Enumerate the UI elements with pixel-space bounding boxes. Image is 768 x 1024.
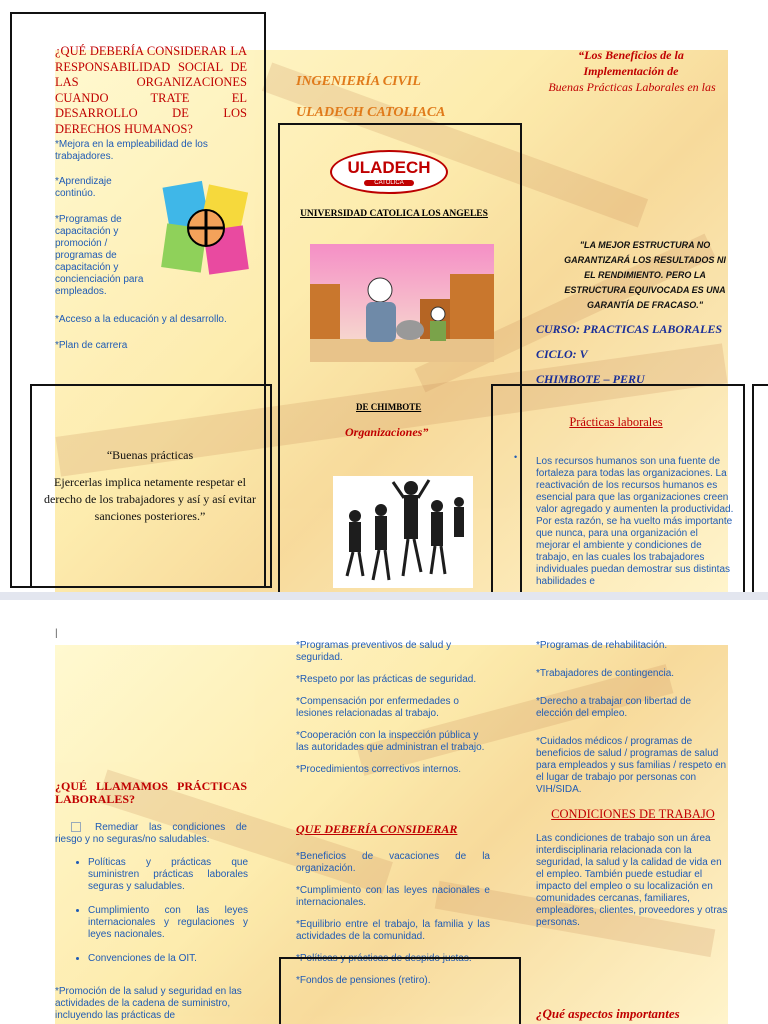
hands-clipart — [158, 178, 254, 278]
rights-item: *Aprendizaje continúo. — [55, 176, 112, 199]
bullet-marker: • — [514, 452, 518, 462]
middle-items-a — [296, 640, 490, 786]
cover-title-line1: “Los Beneficios de la — [578, 48, 684, 62]
right-item: *Trabajadores de contingencia. — [536, 668, 675, 679]
practicas-title: Prácticas laborales — [569, 415, 663, 429]
text-cursor: | — [55, 628, 58, 639]
middle-item: *Políticas y prácticas de despido justas. — [296, 953, 472, 964]
page-separator — [0, 592, 768, 600]
middle-item: *Beneficios de vacaciones de la organización. — [296, 851, 490, 874]
rights-question: ¿QUÉ DEBERÍA CONSIDERAR LA RESPONSABILIDAD SOCIAL DE LAS ORGANIZACIONES CUANDO TRATE EL DESARROLLO DE LOS DERECHOS HUMANOS? — [55, 44, 247, 136]
promotion-item: *Promoción de la salud y seguridad en las actividades de la cadena de suministro, incluyendo las prácticas de — [55, 986, 242, 1021]
middle-item: *Fondos de pensiones (retiro). — [296, 975, 431, 986]
university-name: UNIVERSIDAD CATOLICA LOS ANGELES — [300, 209, 488, 219]
jumping-people-photo — [333, 476, 473, 588]
bullet-item: • Políticas y prácticas que suministren prácticas laborales seguras y saludables. — [88, 857, 248, 893]
rights-item: *Mejora en la empleabilidad de los trabajadores. — [55, 139, 208, 162]
quote-title: “Buenas prácticas — [106, 448, 194, 462]
middle-item: *Respeto por las prácticas de seguridad. — [296, 674, 477, 685]
middle-item: *Programas preventivos de salud y seguridad. — [296, 640, 452, 663]
practicas-question: ¿QUÉ LLAMAMOS PRÁCTICAS LABORALES? — [55, 779, 247, 806]
city-name: DE CHIMBOTE — [356, 402, 422, 412]
bullet-item: • Cumplimiento con las leyes internacionales y regulaciones y leyes nacionales. — [88, 905, 248, 941]
course-cycle: CICLO: V — [536, 347, 588, 361]
rights-item: *Acceso a la educación y al desarrollo. — [55, 314, 227, 325]
condiciones-title: CONDICIONES DE TRABAJO — [551, 807, 715, 821]
right-item: *Programas de rehabilitación. — [536, 640, 668, 651]
construction-cartoon — [310, 244, 494, 362]
aspectos-heading: ¿Qué aspectos importantes — [536, 1006, 680, 1021]
cover-title-line3: Buenas Prácticas Laborales en las — [548, 80, 716, 94]
logo-sub-text: CATOLICA — [364, 180, 414, 186]
bottom-frame — [279, 957, 521, 1024]
next-panel-frame — [752, 384, 768, 592]
organizaciones-text: Organizaciones” — [345, 425, 429, 439]
logo-main-text: ULADECH — [347, 158, 431, 177]
rights-item: *Plan de carrera — [55, 340, 128, 351]
middle-item: *Compensación por enfermedades o lesiones relacionadas al trabajo. — [296, 696, 459, 719]
practicas-first-item — [55, 822, 247, 846]
career-title: INGENIERÍA CIVIL — [296, 74, 421, 89]
right-items — [536, 640, 730, 806]
university-short: ULADECH CATOLIACA — [296, 105, 446, 120]
bullet-item: • Convenciones de la OIT. — [88, 953, 248, 965]
course-location: CHIMBOTE – PERU — [536, 372, 645, 386]
consider-heading: QUE DEBERÍA CONSIDERAR — [296, 822, 458, 836]
checkbox-icon — [71, 822, 81, 832]
middle-item: *Cooperación con la inspección pública y las autoridades que administran el trabajo. — [296, 730, 485, 753]
page-2 — [0, 600, 768, 1024]
first-item-text: Remediar las condiciones de riesgo y no seguras/no saludables. — [55, 822, 247, 845]
rights-item: *Programas de capacitación y promoción / programas de capacitación y concienciación para empleados. — [55, 214, 144, 297]
structure-quote: "LA MEJOR ESTRUCTURA NO GARANTIZARÁ LOS RESULTADOS NI EL RENDIMIENTO. PERO LA ESTRUCTURA EQUIVOCADA ES UNA GARANTÍA DE FRACASO." — [564, 240, 726, 310]
right-item: *Cuidados médicos / programas de beneficios de salud / programas de salud para empleados y sus familias / respeto en el lugar de trabajo por personas con VIH/SIDA. — [536, 736, 727, 795]
condiciones-body: Las condiciones de trabajo son un área interdisciplinaria relacionada con la seguridad, la salud y la calidad de vida en el empleo. También puede estudiar el impacto del empleo o su localización en comunidades cercanas, familiares, empleadores, clientes, proveedores y otras personas. — [536, 833, 728, 928]
middle-item: *Procedimientos correctivos internos. — [296, 764, 462, 775]
quote-body: Ejercerlas implica netamente respetar el derecho de los trabajadores y así y así evitar sanciones posteriores.” — [44, 475, 256, 523]
middle-item: *Equilibrio entre el trabajo, la familia y las actividades de la comunidad. — [296, 919, 490, 942]
course-name: CURSO: PRACTICAS LABORALES — [536, 322, 723, 336]
practicas-body: Los recursos humanos son una fuente de fortaleza para todas las organizaciones. La reactivación de los recursos humanos es esencial para que las organizaciones creen valor agregado y aumenten la productividad. Por esta razón, se ha vuelto más importante que nunca, para una organización el mejorar el ambiente y condiciones de trabajo, en las cuales los trabajadores individuales puedan demostrar sus distintas habilidades e — [536, 456, 734, 587]
middle-item: *Cumplimiento con las leyes nacionales e internacionales. — [296, 885, 490, 908]
uladech-logo — [330, 150, 448, 200]
practicas-bullets — [70, 857, 248, 977]
cover-title-line2: Implementación de — [583, 64, 679, 78]
right-item: *Derecho a trabajar con libertad de elección del empleo. — [536, 696, 692, 719]
